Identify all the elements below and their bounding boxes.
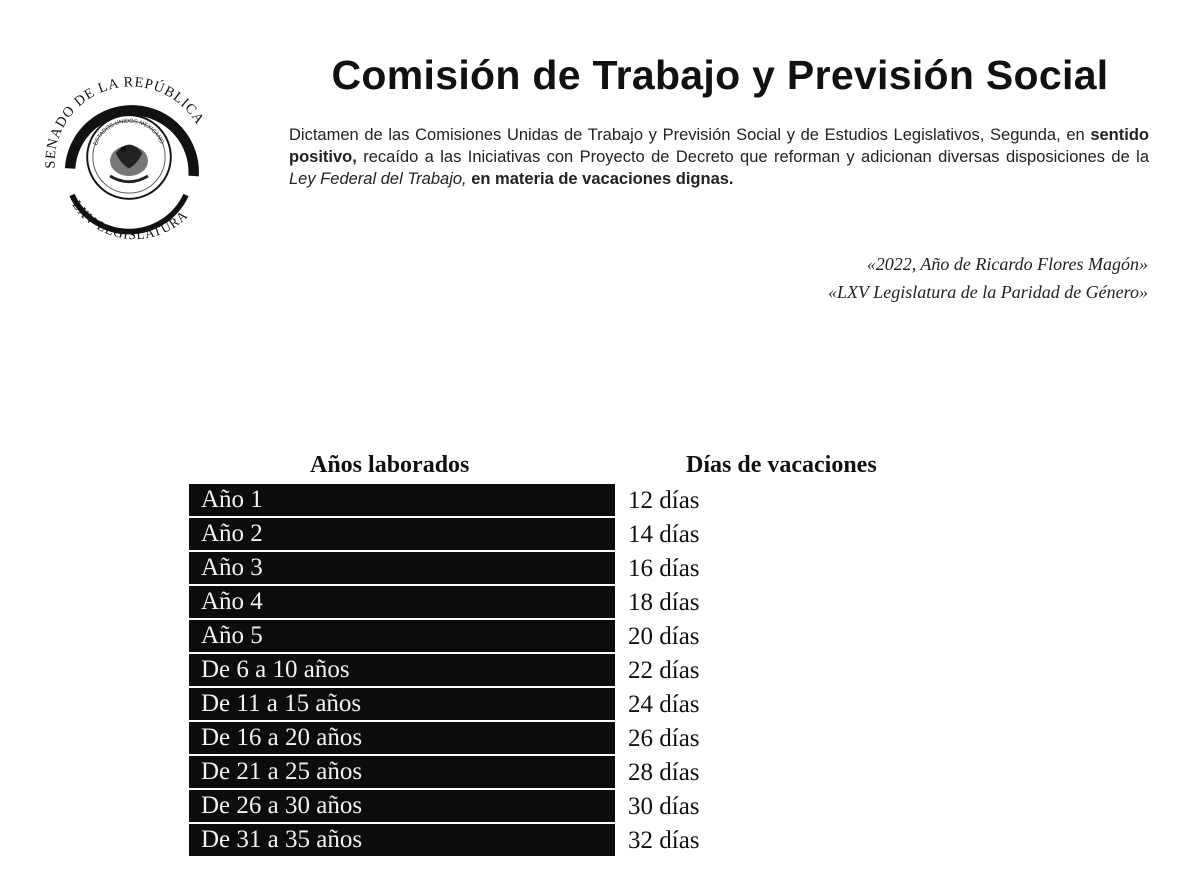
svg-text:LXV LEGISLATURA [69,198,190,243]
years-worked-cell: De 16 a 20 años [189,722,615,756]
years-worked-cell: Año 3 [189,552,615,586]
motto-line-2: «LXV Legislatura de la Paridad de Género» [828,282,1148,302]
vacation-days-cell: 12 días [628,487,700,514]
seal-inner-text: ESTADOS UNIDOS MEXICANO [92,118,165,147]
vacation-days-cell: 18 días [628,589,700,616]
senate-seal-icon [34,62,224,252]
subtitle-part1: Dictamen de las Comisiones Unidas de Trabajo y Previsión Social y de Estudios Legislativos, Segunda, en [289,126,1091,144]
subtitle-part2: recaído a las Iniciativas con Proyecto de Decreto que reforman y adicionan diversas disposiciones de la [356,148,1149,166]
vacation-table [189,484,719,858]
years-worked-cell: Año 1 [189,484,615,518]
years-worked-cell: De 6 a 10 años [189,654,615,688]
subtitle-law-name: Ley Federal del Trabajo, [289,170,467,188]
motto-line-1: «2022, Año de Ricardo Flores Magón» [866,254,1148,274]
years-worked-cell: Año 4 [189,586,615,620]
vacation-days-cell: 22 días [628,657,700,684]
document-subtitle [289,124,1149,190]
table-row [189,484,719,518]
years-worked-cell: Año 5 [189,620,615,654]
table-row [189,824,719,858]
table-row [189,620,719,654]
table-row [189,654,719,688]
table-row [189,756,719,790]
vacation-days-cell: 16 días [628,555,700,582]
vacation-days-cell: 28 días [628,759,700,786]
table-row [189,722,719,756]
vacation-days-cell: 24 días [628,691,700,718]
seal-top-text: SENADO DE LA REPÚBLICA [42,74,208,169]
page-title: Comisión de Trabajo y Previsión Social [331,52,1109,98]
years-worked-cell: De 11 a 15 años [189,688,615,722]
vacation-days-cell: 14 días [628,521,700,548]
table-row [189,552,719,586]
table-row [189,586,719,620]
motto-block [828,250,1148,306]
years-worked-cell: De 26 a 30 años [189,790,615,824]
subtitle-bold2: en materia de vacaciones dignas. [471,170,734,188]
seal-bottom-text: LXV LEGISLATURA [69,197,191,243]
vacation-days-cell: 26 días [628,725,700,752]
table-row [189,518,719,552]
vacation-days-cell: 20 días [628,623,700,650]
table-row [189,688,719,722]
column-header-days: Días de vacaciones [686,452,877,478]
subtitle-bold1: sentido positivo, [289,126,1149,166]
years-worked-cell: Año 2 [189,518,615,552]
senate-seal-logo [34,62,224,252]
column-header-years: Años laborados [310,452,470,478]
table-row [189,790,719,824]
years-worked-cell: De 21 a 25 años [189,756,615,790]
vacation-days-cell: 30 días [628,793,700,820]
vacation-days-cell: 32 días [628,827,700,854]
years-worked-cell: De 31 a 35 años [189,824,615,858]
